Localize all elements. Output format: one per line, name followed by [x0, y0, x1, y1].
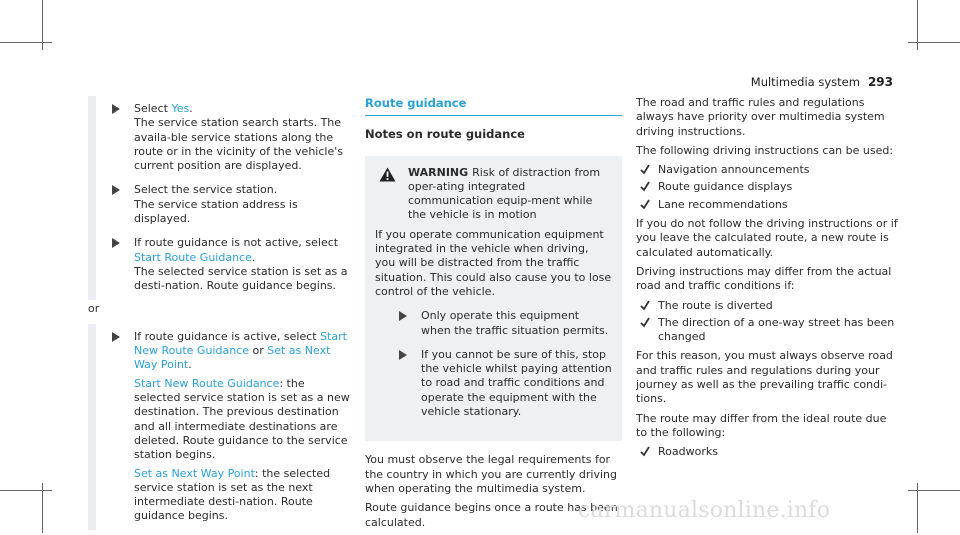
text-span: : the selected service station is set as a new destination. The previous destination and all intermediate destinations are deleted. Route guidance to the service station begins.: [134, 376, 350, 462]
or-label: or: [88, 301, 100, 315]
paragraph: The route may differ from the ideal route due to the following:: [636, 411, 887, 439]
list-item: [636, 180, 898, 194]
warning-label: WARNING: [408, 165, 469, 179]
crop-mark: [42, 483, 43, 533]
step-text: [134, 102, 350, 173]
bullet-list: [636, 445, 898, 459]
step-result: The service station address is displayed.: [134, 197, 298, 226]
check-bullet-icon: [640, 180, 658, 194]
list-item-text: Navigation announcements: [658, 163, 810, 177]
ui-label: Start New Route Guidance: [134, 329, 347, 358]
check-bullet-icon: [640, 299, 658, 313]
list-item: [636, 163, 898, 177]
paragraph: The road and traffic rules and regulations always have priority over multimedia system driving instructions.: [636, 96, 885, 138]
step-result: [134, 377, 350, 463]
step-instruction: [134, 102, 350, 116]
list-item: [636, 445, 898, 459]
watermark: carmanualsonline.info: [578, 498, 831, 523]
text-span: .: [189, 102, 193, 115]
ui-label: Set as Next Way Point: [134, 466, 255, 480]
check-bullet-icon: [640, 316, 658, 330]
step-text: [134, 183, 350, 226]
list-item-text: The route is diverted: [658, 298, 773, 312]
triangle-right-icon: [112, 104, 120, 114]
paragraph: The following driving instructions can be used:: [636, 143, 894, 157]
crop-mark: [917, 483, 918, 533]
bullet-list: [636, 299, 898, 345]
ui-label: Set as Next Way Point: [134, 344, 331, 372]
step-item: [110, 183, 350, 226]
text-span: or: [248, 344, 268, 358]
step-instruction: [134, 183, 350, 197]
list-item-text: Roadworks: [658, 445, 718, 459]
crop-mark: [42, 0, 43, 50]
crop-mark: [0, 490, 52, 491]
left-column: [88, 96, 350, 532]
step-instruction: [134, 330, 350, 373]
middle-column: [365, 96, 622, 535]
ui-label: Start New Route Guidance: [134, 376, 280, 390]
check-bullet-icon: [640, 445, 658, 459]
text-span: If route guidance is active, select: [134, 329, 321, 343]
text-span: .: [251, 250, 256, 264]
step-group: [88, 96, 350, 300]
list-item-text: Lane recommendations: [658, 197, 788, 211]
warning-body: If you operate communication equipment integrated in the vehicle when driving, you will be distracted from the traffic situation. This could also cause you to lose control of the vehicle.: [375, 227, 612, 298]
triangle-right-icon: [399, 350, 407, 360]
list-item: [636, 299, 898, 313]
triangle-right-icon: [112, 332, 120, 342]
check-bullet-icon: [640, 198, 658, 212]
step-result: The selected service station is set as a desti-nation. Route guidance begins.: [134, 264, 348, 293]
triangle-right-icon: [112, 185, 120, 195]
triangle-right-icon: [112, 238, 120, 248]
text-span: : the selected service station is set as the next intermediate desti-nation. Route guidance begins.: [134, 466, 331, 523]
step-item: [397, 309, 612, 338]
step-result: [134, 467, 350, 524]
paragraph: If you do not follow the driving instructions or if you leave the calculated route, a new route is calculated automatically.: [636, 217, 898, 259]
right-column: [636, 96, 898, 465]
list-item: [636, 198, 898, 212]
paragraph: Route guidance begins once a route has been calculated.: [365, 501, 618, 529]
ui-label: Yes: [171, 102, 190, 115]
step-item: [110, 236, 350, 293]
step-instruction: [134, 236, 350, 265]
warning-headline-text: Risk of distraction from oper-ating integrated communication equip-ment while the vehicle is in motion: [408, 165, 601, 222]
paragraph: For this reason, you must always observe road and traffic rules and regulations during your journey as well as the prevailing traffic condi-tions.: [636, 349, 893, 406]
step-text: If you cannot be sure of this, stop the vehicle whilst paying attention to road and traffic conditions and operate the equipment with the vehicle stationary.: [421, 347, 612, 419]
crop-mark: [908, 42, 960, 43]
warning-triangle-icon: [379, 167, 396, 182]
paragraph: Driving instructions may differ from the actual road and traffic conditions if:: [636, 264, 892, 293]
text-span: If route guidance is not active, select: [134, 236, 339, 250]
step-result: The service station search starts. The availa-ble service stations along the route or in the vicinity of the vehicle's current position are displayed.: [134, 116, 343, 173]
page-header-title: Multimedia system: [750, 75, 860, 89]
list-item: [636, 316, 898, 345]
page-header: [751, 75, 893, 89]
bullet-list: [636, 163, 898, 212]
step-item: [397, 348, 612, 419]
step-text: [134, 330, 350, 524]
warning-steps: [397, 309, 612, 419]
warning-headline: [408, 166, 612, 223]
crop-mark: [917, 0, 918, 50]
crop-mark: [908, 490, 960, 491]
page-number: 293: [867, 75, 893, 89]
text-span: Select: [134, 102, 172, 115]
triangle-right-icon: [399, 311, 407, 321]
warning-header: [375, 166, 612, 223]
ui-label: Start Route Guidance: [134, 250, 252, 264]
section-title: Route guidance: [365, 96, 622, 116]
subsection-title: Notes on route guidance: [365, 127, 525, 142]
step-group: [88, 324, 350, 530]
list-item-text: The direction of a one-way street has been changed: [658, 315, 895, 344]
text-span: .: [188, 358, 192, 372]
warning-box: [365, 156, 622, 442]
step-item: [110, 102, 350, 173]
text-span: Select the service station.: [134, 183, 278, 197]
crop-mark: [0, 42, 52, 43]
list-item-text: Route guidance displays: [658, 180, 793, 194]
paragraph: You must observe the legal requirements for the country in which you are currently driving when operating the multimedia system.: [365, 453, 617, 495]
step-text: Only operate this equipment when the traffic situation permits.: [421, 309, 609, 337]
step-text: [134, 236, 350, 293]
check-bullet-icon: [640, 163, 658, 177]
step-item: [110, 330, 350, 524]
